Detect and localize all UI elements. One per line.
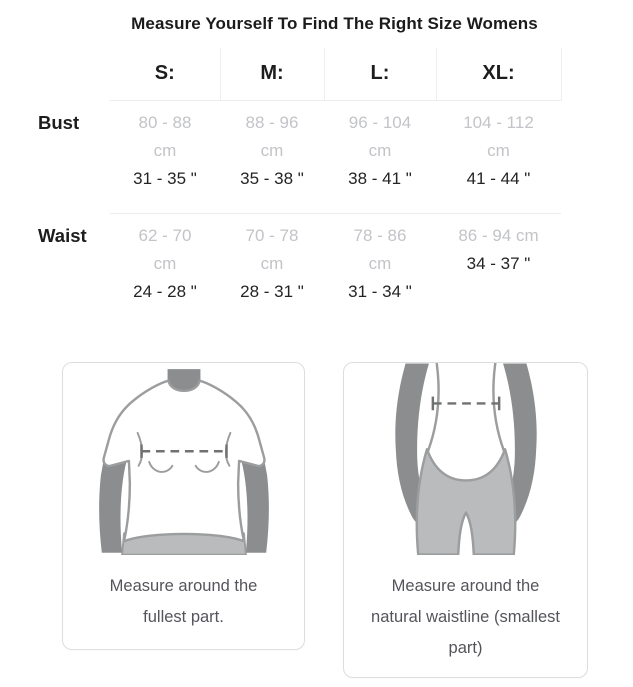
cm-value: 88 - 96 [245,112,299,132]
inch-value: 28 - 31 " [240,281,304,301]
bust-caption: Measure around the fullest part. [109,577,258,626]
bust-measurement-figure-icon [68,363,300,555]
inch-value: 31 - 35 " [133,168,197,188]
bust-row [36,100,561,213]
bust-measurement-card [62,362,305,650]
measurement-cell [436,213,561,326]
cm-unit: cm [153,253,177,273]
measurement-cell [324,100,436,213]
waist-measurement-figure-icon [349,363,583,555]
bust-illustration [63,363,304,555]
waist-row [36,213,561,326]
measurement-cell [220,213,324,326]
cm-value: 78 - 86 [353,225,407,245]
cm-unit: cm [153,140,177,160]
cm-unit: cm [260,140,284,160]
cm-value: 104 - 112 [463,112,534,132]
cm-value: 96 - 104 [348,112,412,132]
row-label-waist: Waist [38,225,87,246]
inch-value: 24 - 28 " [133,281,197,301]
size-column-header-l: L: [324,48,436,100]
measurement-cell [110,213,220,326]
cm-unit: cm [368,253,392,273]
inch-value: 34 - 37 " [466,253,531,273]
cm-value: 62 - 70 [138,225,192,245]
measurement-cell [220,100,324,213]
measurement-cell [110,100,220,213]
cm-value: 70 - 78 [245,225,299,245]
waist-illustration [344,363,587,555]
waist-measurement-card [343,362,588,678]
cm-unit: cm [260,253,284,273]
size-column-header-s: S: [110,48,220,100]
size-column-header-xl: XL: [436,48,561,100]
corner-cell [36,48,110,100]
cm-value: 86 - 94 cm [458,225,539,245]
inch-value: 35 - 38 " [240,168,304,188]
inch-value: 41 - 44 " [466,168,531,188]
inch-value: 31 - 34 " [348,281,412,301]
cm-unit: cm [368,140,392,160]
size-header-row [36,48,561,100]
size-table [36,48,562,326]
cm-value: 80 - 88 [138,112,192,132]
row-label-bust: Bust [38,112,80,133]
measurement-cell [436,100,561,213]
measurement-cell [324,213,436,326]
size-column-header-m: M: [220,48,324,100]
waist-caption: Measure around the natural waistline (smallest part) [371,577,560,657]
waist-measure-dash-line [432,397,498,411]
inch-value: 38 - 41 " [348,168,412,188]
cm-unit: cm [487,140,510,160]
page-title: Measure Yourself To Find The Right Size Womens [131,14,538,33]
